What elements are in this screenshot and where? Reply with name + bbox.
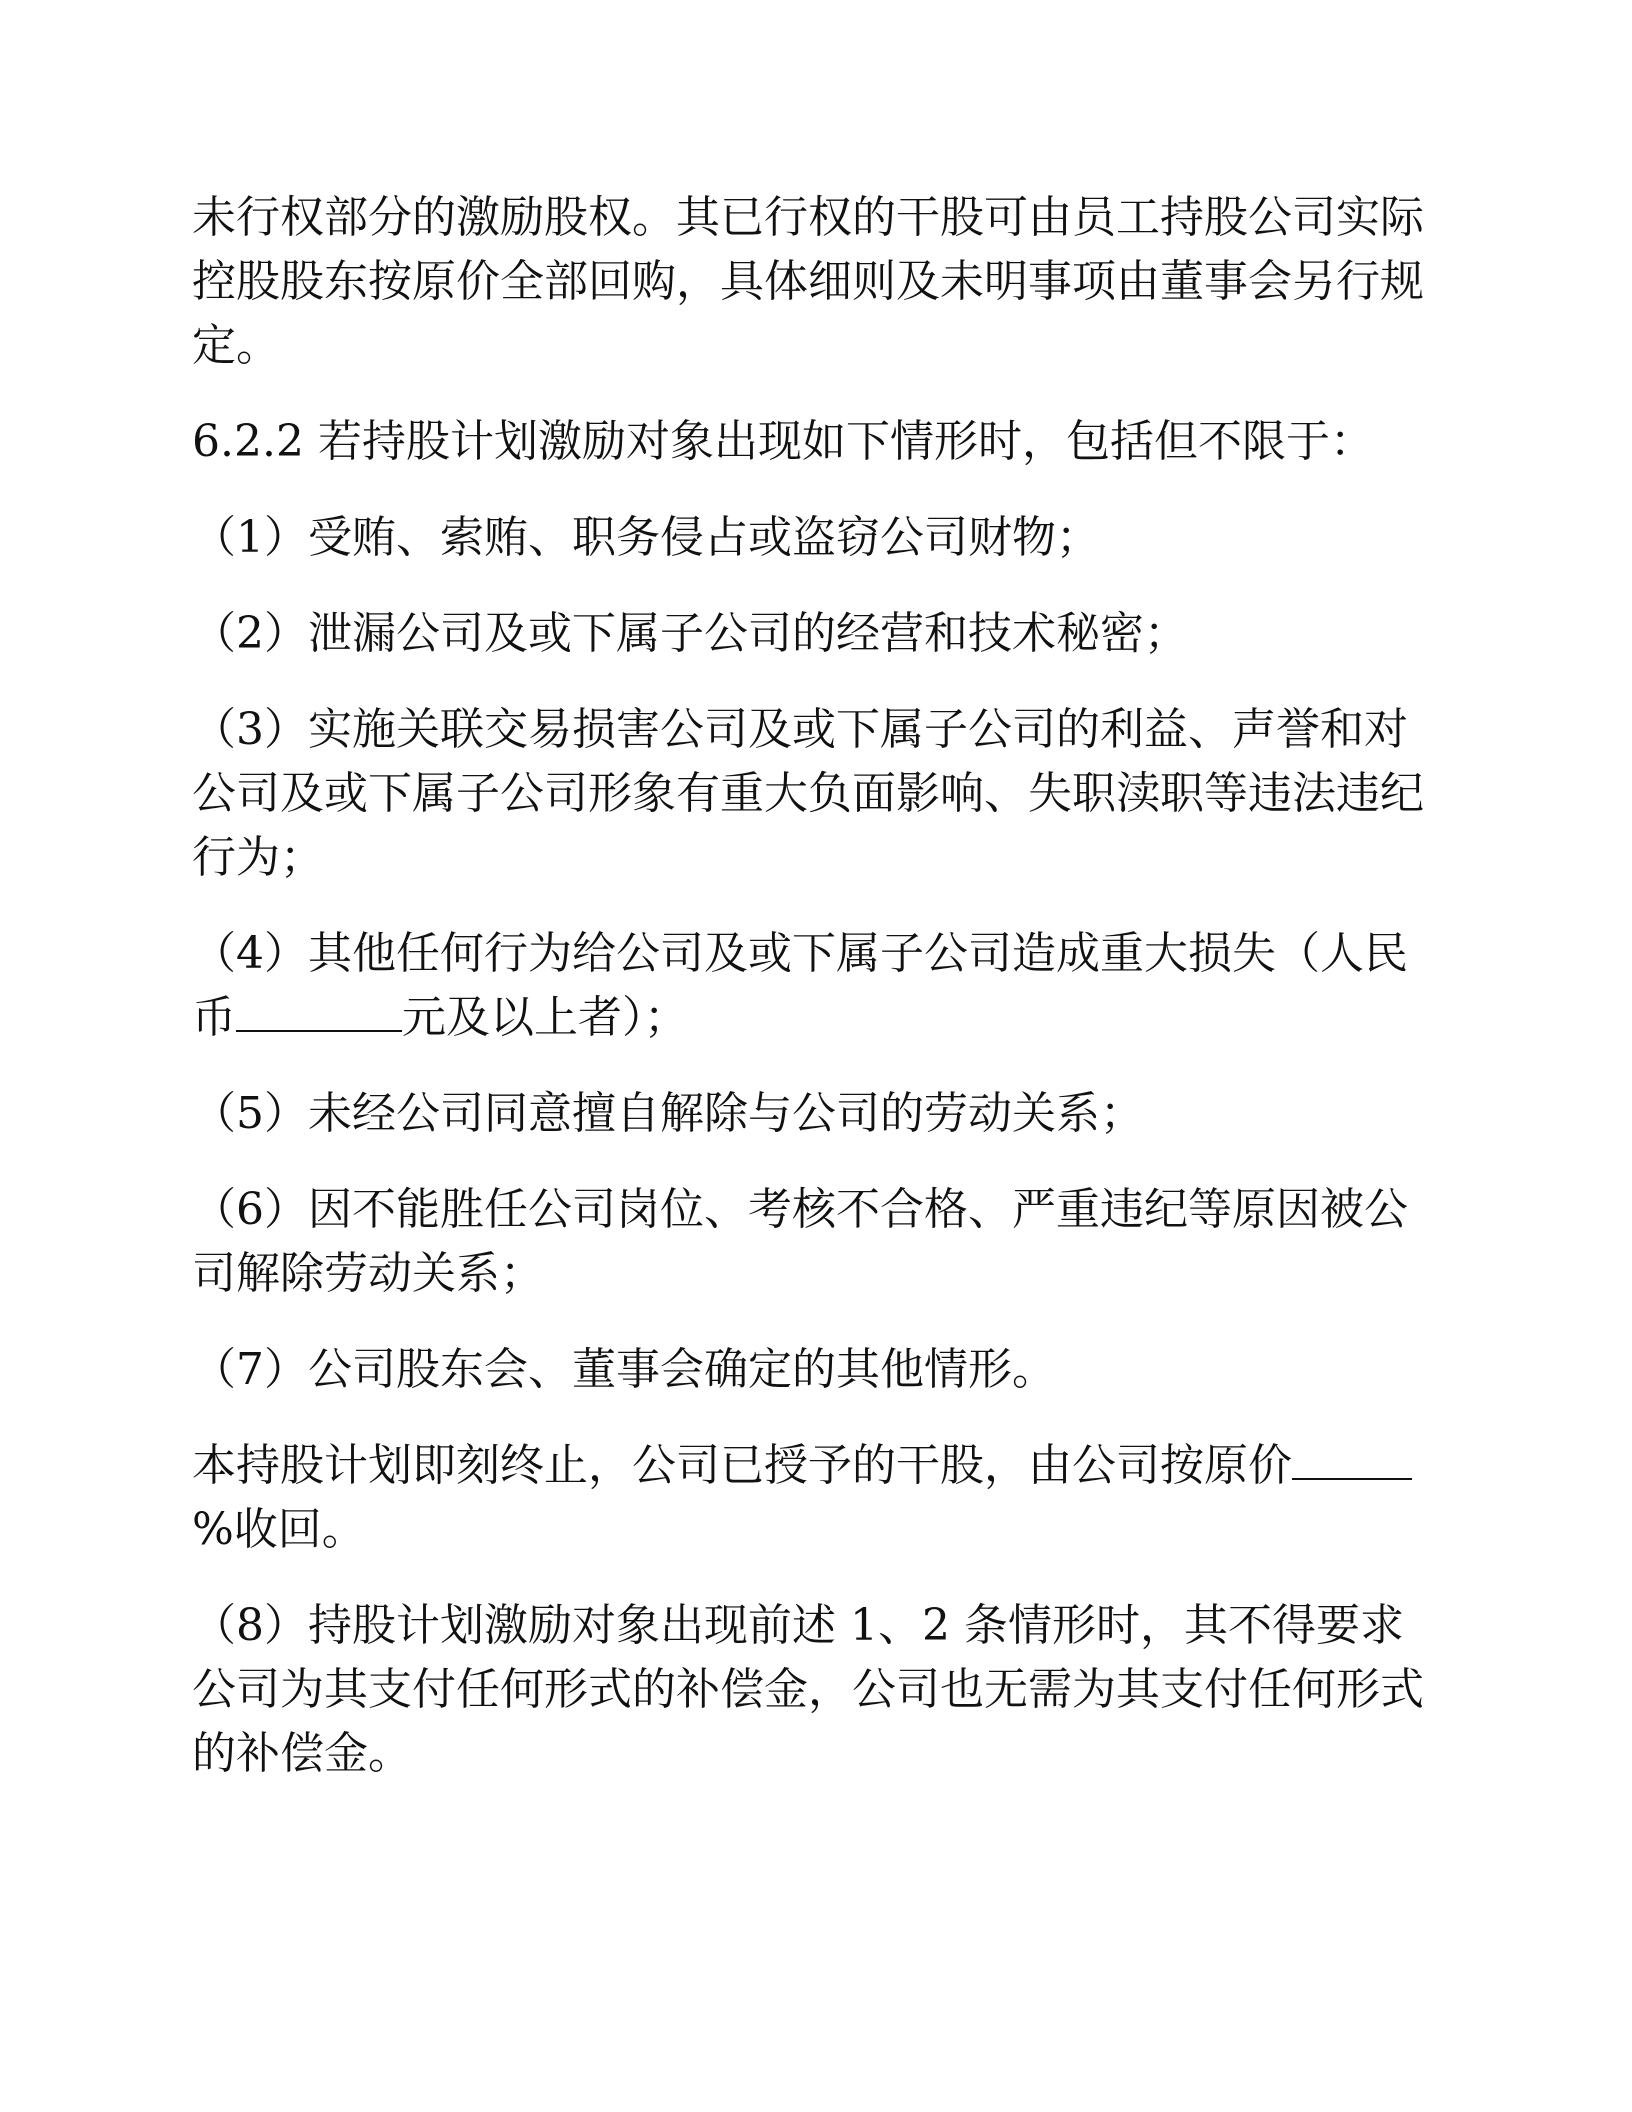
list-item-4: [192, 922, 1442, 1050]
termination-paragraph: [192, 1434, 1442, 1562]
document-body: [192, 186, 1442, 1818]
termination-suffix: %收回。: [192, 1504, 366, 1555]
list-item-5: （5）未经公司同意擅自解除与公司的劳动关系；: [192, 1088, 1144, 1139]
list-item-7: （7）公司股东会、董事会确定的其他情形。: [192, 1344, 1056, 1395]
list-item-6: （6）因不能胜任公司岗位、考核不合格、严重违纪等原因被公司解除劳动关系；: [192, 1184, 1408, 1299]
termination-text: 本持股计划即刻终止，公司已授予的干股，由公司按原价: [192, 1440, 1292, 1491]
list-item-4-suffix: 元及以上者）；: [402, 992, 688, 1043]
list-item-4-text: （4）其他任何行为给公司及或下属子公司造成重大损失（人民币: [192, 928, 1408, 1043]
intro-paragraph: 未行权部分的激励股权。其已行权的干股可由员工持股公司实际控股股东按原价全部回购，具体细则及未明事项由董事会另行规定。: [192, 192, 1424, 371]
list-item-2: （2）泄漏公司及或下属子公司的经营和技术秘密；: [192, 608, 1188, 659]
section-6-2-2-heading: 6.2.2 若持股计划激励对象出现如下情形时，包括但不限于：: [192, 416, 1374, 467]
list-item-3: （3）实施关联交易损害公司及或下属子公司的利益、声誉和对公司及或下属子公司形象有重大负面影响、失职渎职等违法违纪行为；: [192, 704, 1424, 883]
list-item-1: （1）受贿、索贿、职务侵占或盗窃公司财物；: [192, 512, 1100, 563]
amount-blank-field: [236, 990, 402, 1032]
list-item-8: （8）持股计划激励对象出现前述 1、2 条情形时，其不得要求公司为其支付任何形式的补偿金，公司也无需为其支付任何形式的补偿金。: [192, 1600, 1424, 1779]
percent-blank-field: [1292, 1438, 1412, 1480]
